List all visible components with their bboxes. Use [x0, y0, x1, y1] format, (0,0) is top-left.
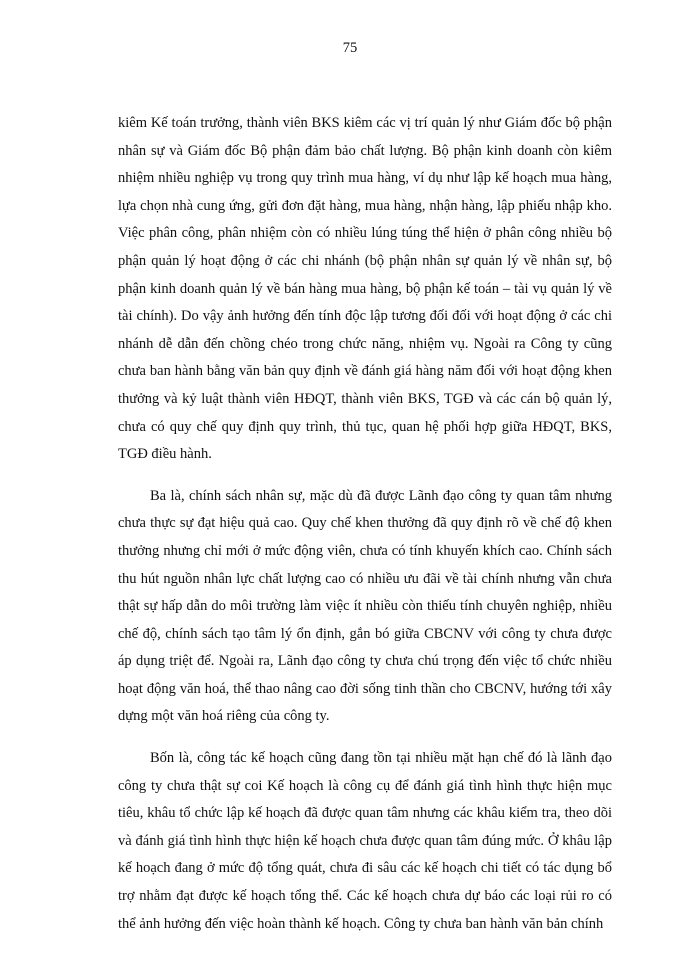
paragraph-continued: kiêm Kế toán trưởng, thành viên BKS kiêm các vị trí quản lý như Giám đốc bộ phận nhân sự và Giám đốc Bộ phận đảm bảo chất lượng. Bộ phận kinh doanh còn kiêm nhiệm nhiều nghiệp vụ trong quy trình mua hàng, ví dụ như lập kế hoạch mua hàng, lựa chọn nhà cung ứng, gửi đơn đặt hàng, mua hàng, nhận hàng, lập phiếu nhập kho. Việc phân công, phân nhiệm còn có nhiều lúng túng thể hiện ở phân công nhiều bộ phận quản lý hoạt động ở các chi nhánh (bộ phận nhân sự quản lý về nhân sự, bộ phận kinh doanh quản lý về bán hàng mua hàng, bộ phận kế toán – tài vụ quản lý về tài chính). Do vậy ảnh hưởng đến tính độc lập tương đối đối với hoạt động ở các chi nhánh dễ dẫn đến chồng chéo trong chức năng, nhiệm vụ. Ngoài ra Công ty cũng chưa ban hành bằng văn bản quy định về đánh giá hàng năm đối với hoạt động khen thưởng và kỷ luật thành viên HĐQT, thành viên BKS, TGĐ và các cán bộ quản lý, chưa có quy chế quy định quy trình, thủ tục, quan hệ phối hợp giữa HĐQT, BKS, TGĐ điều hành. — [118, 115, 612, 463]
paragraph-bon-la: Bốn là, công tác kế hoạch cũng đang tồn tại nhiều mặt hạn chế đó là lãnh đạo công ty chưa thật sự coi Kế hoạch là công cụ để đánh giá tình hình thực hiện mục tiêu, khâu tổ chức lập kế hoạch đã được quan tâm nhưng các khâu kiểm tra, theo dõi và đánh giá tình hình thực hiện kế hoạch chưa được quan tâm đúng mức. Ở khâu lập kế hoạch đang ở mức độ tổng quát, chưa đi sâu các kế hoạch chi tiết có tác dụng bổ trợ nhằm đạt được kế hoạch tổng thể. Các kế hoạch chưa dự báo các loại rủi ro có thể ảnh hưởng đến việc hoàn thành kế hoạch. Công ty chưa ban hành văn bản chính — [118, 750, 612, 932]
paragraph-ba-la: Ba là, chính sách nhân sự, mặc dù đã được Lãnh đạo công ty quan tâm nhưng chưa thực sự đạt hiệu quả cao. Quy chế khen thưởng đã quy định rõ về chế độ khen thưởng nhưng chỉ mới ở mức động viên, chưa có tính khuyến khích cao. Chính sách thu hút nguồn nhân lực chất lượng cao có nhiều ưu đãi về tài chính nhưng vẫn chưa thật sự hấp dẫn do môi trường làm việc ít nhiều còn thiếu tính chuyên nghiệp, nhiều chế độ, chính sách tạo tâm lý ổn định, gắn bó giữa CBCNV với công ty chưa được áp dụng triệt để. Ngoài ra, Lãnh đạo công ty chưa chú trọng đến việc tổ chức nhiều hoạt động văn hoá, thể thao nâng cao đời sống tinh thần cho CBCNV, hướng tới xây dựng một văn hoá riêng của công ty. — [118, 487, 612, 725]
body-text — [118, 110, 612, 938]
page-number: 75 — [342, 40, 358, 56]
